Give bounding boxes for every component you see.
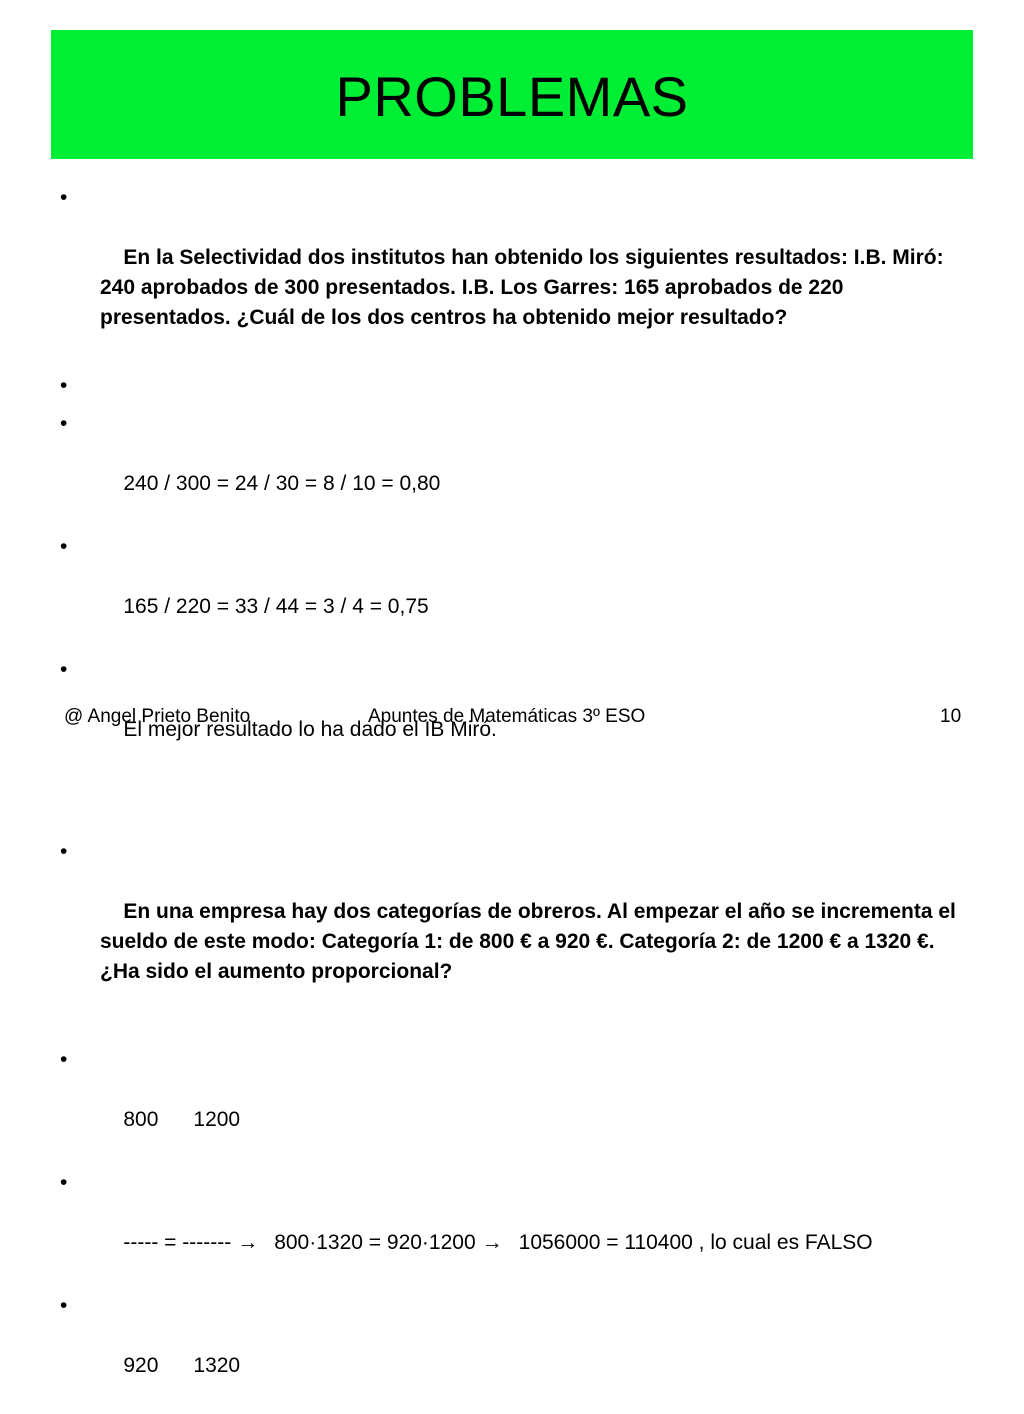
empty-bullet-item xyxy=(60,371,960,401)
problem-2-cross-product: 800·1320 = 920·1200 xyxy=(274,1231,476,1254)
footer-author: @ Angel Prieto Benito xyxy=(64,706,251,727)
problem-2-numerators-item xyxy=(60,1045,960,1165)
problem-2-numerators: 800 1200 xyxy=(123,1108,241,1131)
problem-2-statement-item xyxy=(60,837,960,1017)
title-banner xyxy=(51,30,973,159)
bullet-icon: • xyxy=(60,1171,68,1194)
problem-2-denominators-item xyxy=(60,1291,960,1411)
problem-2-statement: En una empresa hay dos categorías de obreros. Al empezar el año se incrementa el sueldo de este modo: Categoría 1: de 800 € a 920 €. Categoría 2: de 1200 € a 1320 €. ¿Ha sido el aumento proporcional? xyxy=(100,900,962,983)
bullet-icon: • xyxy=(60,1048,68,1071)
slide-title: PROBLEMAS xyxy=(335,65,689,128)
problem-2-denominators: 920 1320 xyxy=(123,1354,241,1377)
content-list xyxy=(60,183,960,1414)
bullet-icon: • xyxy=(60,658,68,681)
problem-2-result: 1056000 = 110400 , lo cual es FALSO xyxy=(518,1231,873,1254)
problem-1-statement: En la Selectividad dos institutos han obtenido los siguientes resultados: I.B. Miró: 240 aprobados de 300 presentados. I.B. Los Garres: 165 aprobados de 220 presentados. ¿Cuál de los dos centros ha obtenido mejor resultado? xyxy=(100,246,950,329)
bullet-icon: • xyxy=(60,535,68,558)
problem-1-calc-2-item xyxy=(60,532,960,652)
right-arrow-icon: → xyxy=(481,1231,503,1254)
bullet-icon: • xyxy=(60,840,68,863)
right-arrow-icon: → xyxy=(237,1231,259,1254)
problem-1-calc-1-item xyxy=(60,409,960,529)
bullet-icon: • xyxy=(60,374,68,397)
bullet-icon: • xyxy=(60,412,68,435)
problem-2-equation-item xyxy=(60,1168,960,1288)
footer-course: Apuntes de Matemáticas 3º ESO xyxy=(368,706,646,727)
bullet-icon: • xyxy=(60,1294,68,1317)
problem-1-calc-1: 240 / 300 = 24 / 30 = 8 / 10 = 0,80 xyxy=(123,472,441,495)
bullet-icon: • xyxy=(60,186,68,209)
problem-1-conclusion: El mejor resultado lo ha dado el IB Miró. xyxy=(123,718,497,741)
footer-page-number: 10 xyxy=(940,706,962,727)
problem-1-statement-item xyxy=(60,183,960,363)
problem-1-calc-2: 165 / 220 = 33 / 44 = 3 / 4 = 0,75 xyxy=(123,595,429,618)
problem-2-fraction-line: ----- = ------- xyxy=(123,1231,232,1254)
